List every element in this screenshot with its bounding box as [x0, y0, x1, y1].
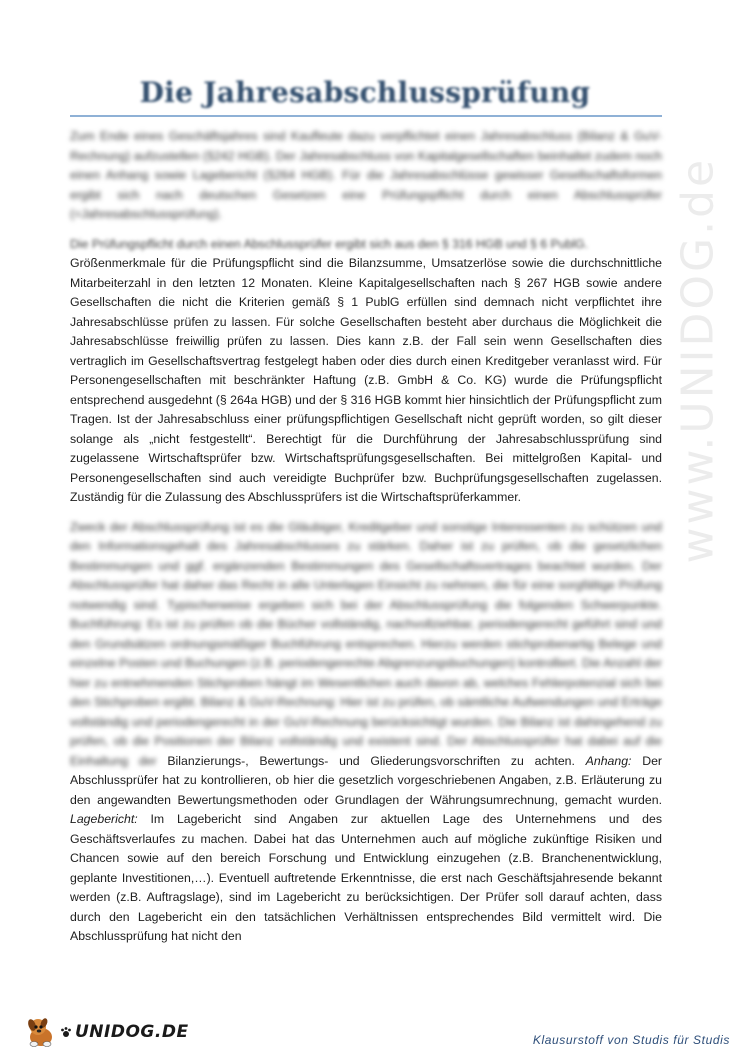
unidog-logo	[24, 1014, 189, 1050]
document-body	[70, 127, 662, 957]
title-rule	[70, 115, 662, 117]
anhang-label: Anhang:	[585, 753, 632, 768]
footer-slogan: Klausurstoff von Studis für Studis	[532, 1033, 730, 1047]
lagebericht-label: Lagebericht:	[70, 812, 138, 826]
paragraph-intro: Zum Ende eines Geschäftsjahres sind Kaufleute dazu verpflichtet einen Jahresabschluss (Bilanz & GuV-Rechnung) aufzustellen (§242 HGB). Der Jahresabschluss von Kapitalgesellschaften beinhaltet zudem noch einen Anhang sowie Lagebericht (§264 HGB). Für die Jahresabschlüsse gewisser Gesellschaftsformen ergibt sich nach deutschen Gesetzen eine Prüfungspflicht durch einen Abschlussprüfer (=Jahresabschlussprüfung).	[70, 129, 662, 221]
watermark-text: www.UNIDOG.de	[672, 156, 724, 564]
page-title: Die Jahresabschlussprüfung	[139, 76, 591, 109]
paragraph-zweck-part3: Im Lagebericht sind Angaben zur aktuellen Lage des Unternehmens und des Geschäftsverlaufes zu machen. Dabei hat das Unternehmen auch auf mögliche zukünftige Risiken und Chancen sowie auf den bereich Forschung und Entwicklung einzugehen (z.B. Branchenentwicklung, geplante Investitionen,…). Eventuell auftretende Erkenntnisse, die erst nach Geschäftsjahresende bekannt werden (z.B. Auftragslage), sind im Lagebericht zu berücksichtigen. Der Prüfer soll darauf achten, dass durch den Lagebericht ein den tatsächlichen Verhältnissen entsprechendes Bild vermittelt wird. Die Abschlussprüfung hat nicht den	[70, 812, 662, 943]
paragraph-pruefungspflicht-blurred: Die Prüfungspflicht durch einen Abschlussprüfer ergibt sich aus den § 316 HGB und § 6 PublG.	[70, 236, 589, 251]
paragraph-pruefungspflicht-text: Größenmerkmale für die Prüfungspflicht sind die Bilanzsumme, Umsatzerlöse sowie die durchschnittliche Mitarbeiterzahl in den letzten 12 Monaten. Kleine Kapitalgesellschaften nach § 267 HGB sowie andere Gesellschaften die nicht die Kriterien gemäß § 1 PublG erfüllen sind demnach nicht verpflichtet ihre Jahresabschlüsse prüfen zu lassen. Für solche Gesellschaften besteht aber durchaus die Möglichkeit die Jahresabschlüsse freiwillig prüfen zu lassen. Dies kann z.B. der Fall sein wenn Gesellschaften dies vertraglich im Gesellschaftsvertrag festgelegt haben oder dies durch einen Kreditgeber veranlasst wird. Für Personengesellschaften mit beschränkter Haftung (z.B. GmbH & Co. KG) wurde die Prüfungspflicht entsprechend ausgedehnt (§ 264a HGB) und der § 316 HGB kommt hier hinsichtlich der Prüfungspflicht zum Tragen. Ist der Jahresabschluss einer prüfungspflichtigen Gesellschaft nicht geprüft worden, so gilt dieser solange als „nicht festgestellt“. Berechtigt für die Durchführung der Jahresabschlussprüfung sind zugelassene Wirtschaftsprüfer bzw. Wirtschaftsprüfungsgesellschaften. Bei mittelgroßen Kapital- und Personengesellschaften sind auch vereidigte Buchprüfer bzw. Buchprüfungsgesellschaften zugelassen. Zuständig für die Zulassung des Abschlussprüfers ist die Wirtschaftsprüferkammer.	[70, 256, 662, 504]
dog-icon	[24, 1015, 58, 1049]
paw-icon	[60, 1026, 72, 1038]
logo-text: UNIDOG.DE	[75, 1022, 189, 1042]
paragraph-zweck-blurred: Zweck der Abschlussprüfung ist es die Gläubiger, Kreditgeber und sonstige Interessenten zu schützen und den Informationsgehalt des Jahresabschlusses zu stärken. Daher ist zu prüfen, ob die gesetzlichen Bestimmungen und ggf. ergänzenden Bestimmungen des Gesellschaftsvertrages beachtet wurden. Der Abschlussprüfer hat daher das Recht in alle Unterlagen Einsicht zu nehmen, die für eine sorgfältige Prüfung notwendig sind. Typischerweise ergeben sich bei der Abschlussprüfung die folgenden Schwerpunkte. Buchführung: Es ist zu prüfen ob die Bücher vollständig, nachvollziehbar, periodengerecht geführt sind und den Grundsätzen ordnungsmäßiger Buchführung entsprechen. Hierzu werden stichprobenartig Belege und einzelne Posten und Buchungen (z.B. periodengerechte Abgrenzungsbuchungen) kontrolliert. Die Anzahl der hier zu entnehmenden Stichproben hängt im Wesentlichen auch davon ab, welches Fehlerpotenzial sich bei den Stichproben ergibt. Bilanz & GuV-Rechnung: Hier ist zu prüfen, ob sämtliche Aufwendungen und Erträge vollständig und periodengerecht in der GuV-Rechnung berücksichtigt wurden. Die Bilanz ist dahingehend zu prüfen, ob die Positionen der Bilanz vollständig und existent sind. Der Abschlussprüfer hat dabei auf die Einhaltung der	[70, 519, 663, 768]
paragraph-zweck-part1: Bilanzierungs-, Bewertungs- und Gliederungsvorschriften zu achten.	[167, 753, 586, 768]
paragraph-pruefungspflicht	[70, 235, 662, 508]
paragraph-zweck	[70, 518, 662, 947]
paragraph-zweck-part2: Der Abschlussprüfer hat zu kontrollieren, ob hier die gesetzlich vorgeschriebenen Angaben, z.B. Erläuterung zu den angewandten Bewertungsmethoden oder Grundlagen der Währungsumrechnung, gemacht wurden.	[70, 753, 663, 807]
